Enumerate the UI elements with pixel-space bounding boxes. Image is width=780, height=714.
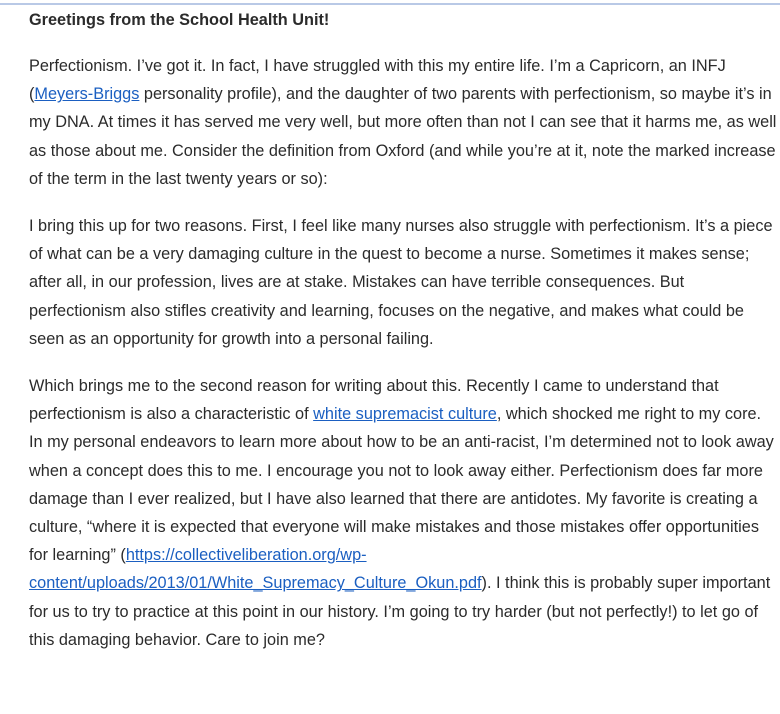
paragraph-1 bbox=[29, 52, 777, 193]
paragraph-3-text-a: Which brings me to the second reason for writing about this. Recently I came to understand that perfectionism is also a characteristic of bbox=[29, 377, 719, 424]
paragraph-3 bbox=[29, 372, 777, 654]
paragraph-3-text-c: ). I think this is probably super important for us to try to practice at this point in our history. I’m going to try harder (but not perfectly!) to let go of this damaging behavior. Care to join me? bbox=[29, 574, 771, 649]
paragraph-2: I bring this up for two reasons. First, I feel like many nurses also struggle with perfectionism. It’s a piece of what can be a very damaging culture in the quest to become a nurse. Sometimes it makes sense; after all, in our profession, lives are at stake. Mistakes can have terrible consequences. But perfectionism also stifles creativity and learning, focuses on the negative, and makes what could be seen as an opportunity for growth into a personal failing. bbox=[29, 217, 773, 348]
top-divider bbox=[0, 3, 780, 5]
paragraph-1-text-a: Perfectionism. I’ve got it. In fact, I have struggled with this my entire life. I’m a Capricorn, an INFJ ( bbox=[29, 57, 726, 104]
paragraph-3-text-b: , which shocked me right to my core. In my personal endeavors to learn more about how to be an anti-racist, I’m determined not to look away when a concept does this to me. I encourage you not to look away either. Perfectionism does far more damage than I ever realized, but I have also learned that there are antidotes. My favorite is creating a culture, “where it is expected that everyone will make mistakes and those mistakes offer opportunities for learning” ( bbox=[29, 405, 774, 565]
white-supremacist-culture-link[interactable]: white supremacist culture bbox=[313, 405, 497, 424]
article-heading: Greetings from the School Health Unit! bbox=[29, 11, 330, 29]
article-body bbox=[29, 8, 777, 673]
okun-pdf-link-part-2: content/uploads/2013/01/White_Supremacy_Culture_Okun.pdf bbox=[29, 574, 482, 593]
meyers-briggs-link[interactable]: Meyers-Briggs bbox=[34, 85, 140, 104]
okun-pdf-link-part-1: https://collectiveliberation.org/wp- bbox=[125, 546, 367, 565]
paragraph-1-text-b: personality profile), and the daughter of two parents with perfectionism, so maybe it’s in my DNA. At times it has served me very well, but more often than not I can see that it harms me, as well as those about me. Consider the definition from Oxford (and while you’re at it, note the marked increase of the term in the last twenty years or so): bbox=[29, 85, 777, 188]
